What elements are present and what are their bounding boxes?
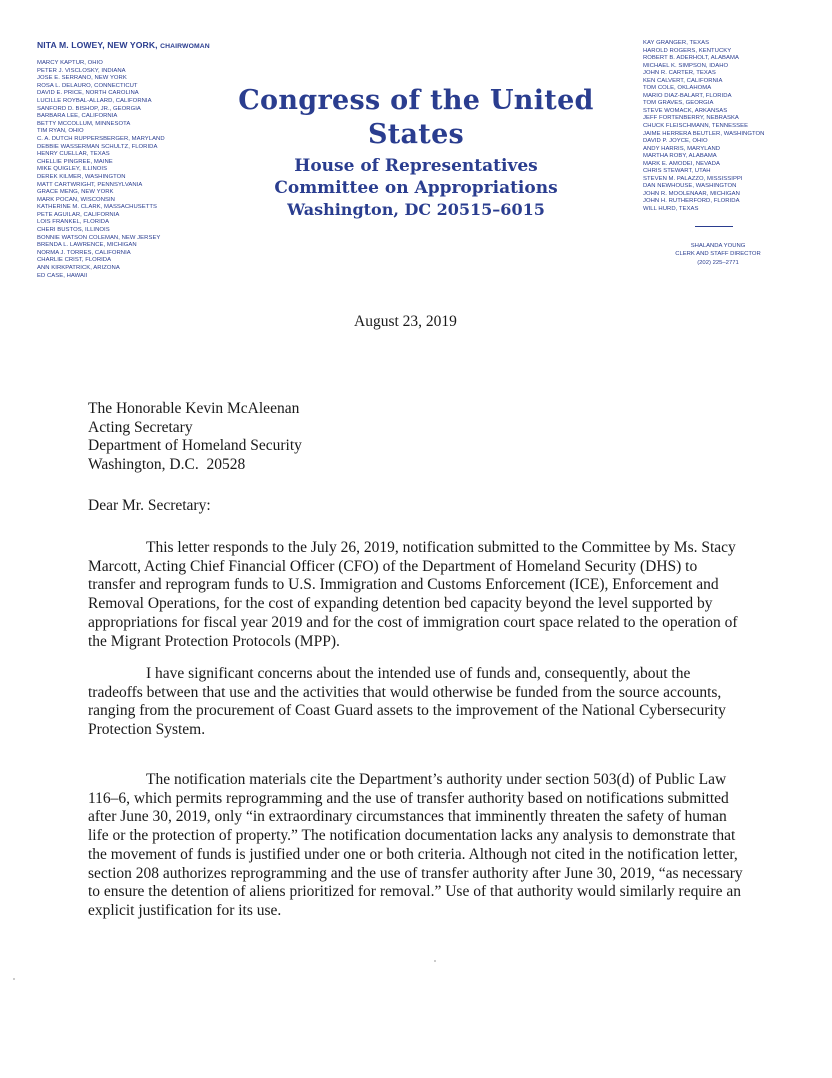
body-paragraph-1 <box>88 539 748 651</box>
minority-member: ANDY HARRIS, MARYLAND <box>643 145 721 152</box>
majority-member: MARK POCAN, WISCONSIN <box>37 196 115 203</box>
majority-member: CHERI BUSTOS, ILLINOIS <box>37 227 110 234</box>
majority-member: LUCILLE ROYBAL-ALLARD, CALIFORNIA <box>37 97 152 104</box>
minority-member: DAN NEWHOUSE, WASHINGTON <box>643 183 737 190</box>
majority-member: ED CASE, HAWAII <box>37 272 88 279</box>
minority-member: KAY GRANGER, TEXAS <box>643 40 710 46</box>
minority-member: KEN CALVERT, CALIFORNIA <box>643 77 723 84</box>
letter-date: August 23, 2019 <box>354 313 457 330</box>
majority-member: GRACE MENG, NEW YORK <box>37 189 114 196</box>
minority-member: MICHAEL K. SIMPSON, IDAHO <box>643 62 729 69</box>
majority-member: BARBARA LEE, CALIFORNIA <box>37 113 118 120</box>
majority-member: MIKE QUIGLEY, ILLINOIS <box>37 166 108 173</box>
clerk-title: CLERK AND STAFF DIRECTOR <box>675 251 761 258</box>
minority-member: JOHN R. MOOLENAAR, MICHIGAN <box>643 190 740 197</box>
majority-roster <box>37 40 237 280</box>
majority-member: BETTY MCCOLLUM, MINNESOTA <box>37 120 131 127</box>
majority-member: PETER J. VISCLOSKY, INDIANA <box>37 67 126 74</box>
letterhead <box>218 84 614 221</box>
minority-member: MARTHA ROBY, ALABAMA <box>643 153 717 160</box>
majority-member: TIM RYAN, OHIO <box>37 128 84 135</box>
roster-divider <box>695 226 733 227</box>
minority-member: STEVEN M. PALAZZO, MISSISSIPPI <box>643 175 743 182</box>
minority-member: CHUCK FLEISCHMANN, TENNESSEE <box>643 123 749 130</box>
majority-member: JOSE E. SERRANO, NEW YORK <box>37 75 127 82</box>
recipient-address <box>88 400 302 475</box>
minority-member: CHRIS STEWART, UTAH <box>643 168 711 175</box>
minority-member: TOM COLE, OKLAHOMA <box>643 85 712 92</box>
clerk-phone: (202) 225–2771 <box>697 259 739 266</box>
letterhead-committee: Committee on Appropriations <box>274 178 558 198</box>
chairwoman-line <box>37 40 237 50</box>
body-paragraph-3 <box>88 771 748 921</box>
paragraph-3-text: The notification materials cite the Department’s authority under section 503(d) of Public Law 116–6, which permits reprogramming and the use of transfer authority based on notifications submitted after June 30, 2019, only “in extraordinary circumstances that imminently threaten the safety of human life or the protection of property.” The notification documentation lacks any analysis to demonstrate that the movement of funds is justified under one or both criteria. Although not cited in the notification letter, section 208 authorizes reprogramming and the use of transfer authority after June 30, 2019, “as necessary to ensure the detention of aliens prioritized for removal.” Use of that authority would similarly require an explicit justification for its use. <box>88 771 743 919</box>
majority-member: ANN KIRKPATRICK, ARIZONA <box>37 265 120 272</box>
recipient-name: The Honorable Kevin McAleenan <box>88 400 300 417</box>
recipient-city: Washington, D.C. 20528 <box>88 456 246 474</box>
minority-roster <box>643 40 823 267</box>
clerk-name: SHALANDA YOUNG <box>690 242 746 249</box>
majority-member: PETE AGUILAR, CALIFORNIA <box>37 211 120 218</box>
letterhead-address: Washington, DC 20515–6015 <box>287 200 545 219</box>
minority-member-list <box>643 40 823 214</box>
chairwoman-name: NITA M. LOWEY, NEW YORK, <box>37 40 158 50</box>
majority-member: ROSA L. DELAURO, CONNECTICUT <box>37 82 138 89</box>
minority-member: TOM GRAVES, GEORGIA <box>643 100 714 107</box>
majority-member: BONNIE WATSON COLEMAN, NEW JERSEY <box>37 234 161 241</box>
scan-speck <box>13 978 15 980</box>
paragraph-1-text: This letter responds to the July 26, 2019, notification submitted to the Committee by Ms. Stacy Marcott, Acting Chief Financial Officer (CFO) of the Department of Homeland Security (DHS) to transfer and reprogram funds to U.S. Immigration and Customs Enforcement (ICE), Enforcement and Removal Operations, for the cost of expanding detention bed capacity beyond the level supported by appropriations for fiscal year 2019 and for the cost of immigration court space related to the operation of the Migrant Protection Protocols (MPP). <box>88 539 738 650</box>
majority-member: DAVID E. PRICE, NORTH CAROLINA <box>37 90 139 97</box>
minority-member: WILL HURD, TEXAS <box>643 206 699 213</box>
majority-member: DEREK KILMER, WASHINGTON <box>37 173 126 180</box>
majority-member: CHARLIE CRIST, FLORIDA <box>37 257 112 264</box>
recipient-department: Department of Homeland Security <box>88 437 302 455</box>
scan-speck <box>434 960 436 962</box>
majority-member: DEBBIE WASSERMAN SCHULTZ, FLORIDA <box>37 143 158 150</box>
recipient-title: Acting Secretary <box>88 418 193 436</box>
body-paragraph-2 <box>88 665 748 740</box>
minority-member: HAROLD ROGERS, KENTUCKY <box>643 47 732 54</box>
chairwoman-role: CHAIRWOMAN <box>160 43 210 50</box>
majority-member: CHELLIE PINGREE, MAINE <box>37 158 113 165</box>
minority-member: MARK E. AMODEI, NEVADA <box>643 160 720 167</box>
minority-member: JEFF FORTENBERRY, NEBRASKA <box>643 115 739 122</box>
majority-member: SANFORD D. BISHOP, JR., GEORGIA <box>37 105 141 112</box>
minority-member: ROBERT B. ADERHOLT, ALABAMA <box>643 55 739 62</box>
minority-member: JOHN H. RUTHERFORD, FLORIDA <box>643 198 740 205</box>
majority-member: HENRY CUELLAR, TEXAS <box>37 151 110 158</box>
majority-member: KATHERINE M. CLARK, MASSACHUSETTS <box>37 204 158 211</box>
majority-member: BRENDA L. LAWRENCE, MICHIGAN <box>37 242 137 249</box>
majority-member: NORMA J. TORRES, CALIFORNIA <box>37 249 131 256</box>
minority-member: JOHN R. CARTER, TEXAS <box>643 70 716 77</box>
letterhead-congress: Congress of the United States <box>238 85 594 150</box>
majority-member-list <box>37 60 237 280</box>
majority-member: MATT CARTWRIGHT, PENNSYLVANIA <box>37 181 143 188</box>
clerk-block <box>643 242 793 268</box>
minority-member: MARIO DIAZ-BALART, FLORIDA <box>643 92 732 99</box>
minority-member: STEVE WOMACK, ARKANSAS <box>643 107 728 114</box>
majority-member: MARCY KAPTUR, OHIO <box>37 60 103 66</box>
paragraph-2-text: I have significant concerns about the intended use of funds and, consequently, about the tradeoffs between that use and the activities that would otherwise be funded from the source accounts, ranging from the procurement of Coast Guard assets to the improvement of the National Cybersecurity Protection System. <box>88 665 726 739</box>
minority-member: DAVID P. JOYCE, OHIO <box>643 138 708 145</box>
letterhead-house: House of Representatives <box>294 156 538 176</box>
majority-member: LOIS FRANKEL, FLORIDA <box>37 219 110 226</box>
salutation: Dear Mr. Secretary: <box>88 497 211 514</box>
majority-member: C. A. DUTCH RUPPERSBERGER, MARYLAND <box>37 135 165 142</box>
minority-member: JAIME HERRERA BEUTLER, WASHINGTON <box>643 130 765 137</box>
